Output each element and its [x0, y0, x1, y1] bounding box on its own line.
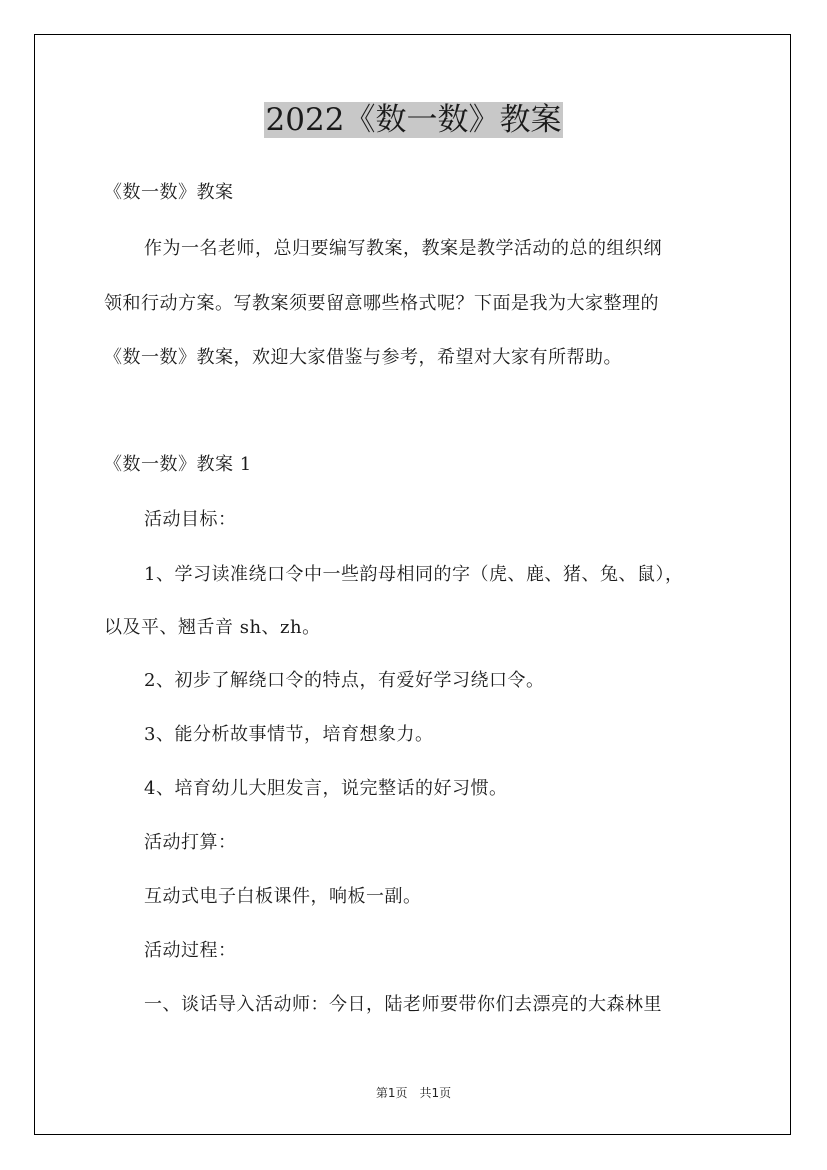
- body-line-8: 互动式电子白板课件，响板一副。: [144, 886, 422, 907]
- page-footer: 第1页 共1页: [375, 1086, 452, 1100]
- document-subtitle: 《数一数》教案: [104, 182, 234, 203]
- intro-line-3: 《数一数》教案，欢迎大家借鉴与参考，希望对大家有所帮助。: [104, 347, 622, 368]
- body-line-7: 活动打算：: [144, 832, 237, 853]
- body-line-5: 3、能分析故事情节，培育想象力。: [144, 724, 434, 745]
- body-line-4: 2、初步了解绕口令的特点，有爱好学习绕口令。: [144, 670, 545, 691]
- body-line-3: 以及平、翘舌音 sh、zh。: [104, 617, 321, 638]
- document-title-text: 2022《数一数》教案: [265, 102, 562, 138]
- intro-line-1: 作为一名老师，总归要编写教案，教案是教学活动的总的组织纲: [144, 238, 662, 259]
- intro-line-2: 领和行动方案。写教案须要留意哪些格式呢？下面是我为大家整理的: [104, 293, 659, 314]
- section-heading: 《数一数》教案 1: [104, 454, 252, 475]
- document-title: [0, 100, 827, 140]
- body-line-10: 一、谈话导入活动师：今日，陆老师要带你们去漂亮的大森林里: [144, 994, 662, 1015]
- body-line-6: 4、培育幼儿大胆发言，说完整话的好习惯。: [144, 778, 508, 799]
- body-line-2: 1、学习读准绕口令中一些韵母相同的字（虎、鹿、猪、兔、鼠），: [144, 564, 684, 585]
- body-line-1: 活动目标：: [144, 509, 237, 530]
- body-line-9: 活动过程：: [144, 940, 237, 961]
